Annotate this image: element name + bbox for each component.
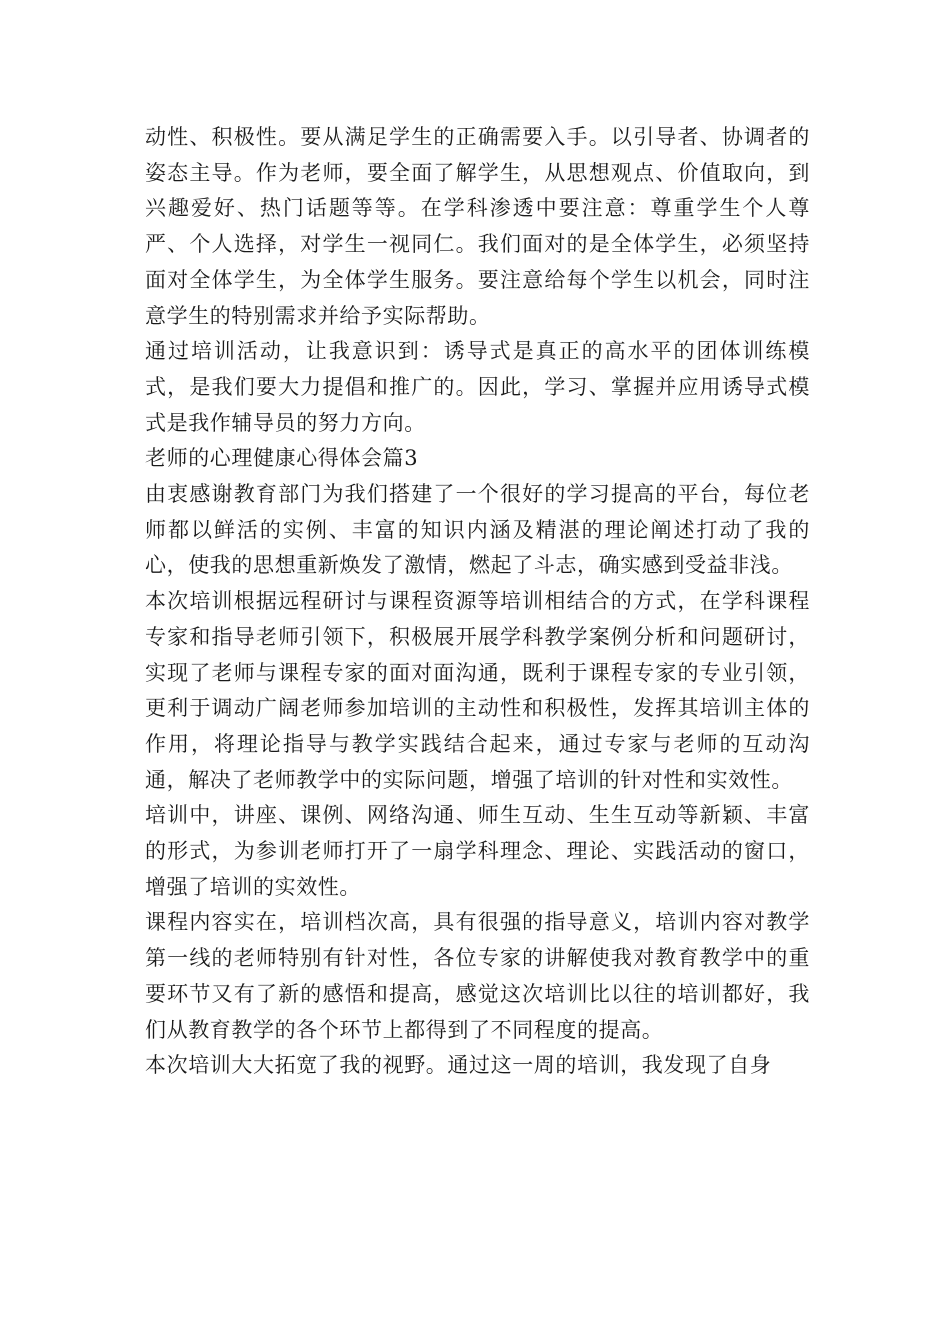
paragraph: 本次培训根据远程研讨与课程资源等培训相结合的方式，在学科课程专家和指导老师引领下，积极展开展学科教学案例分析和问题研讨，实现了老师与课程专家的面对面沟通，既利于课程专家的专业引领，更利于调动广阔老师参加培训的主动性和积极性，发挥其培训主体的作用，将理论指导与教学实践结合起来，通过专家与老师的互动沟通，解决了老师教学中的实际问题，增强了培训的针对性和实效性。 (145, 589, 810, 792)
paragraph: 本次培训大大拓宽了我的视野。通过这一周的培训，我发现了自身 (145, 1053, 772, 1078)
document-page (145, 120, 810, 1084)
paragraph: 培训中，讲座、课例、网络沟通、师生互动、生生互动等新颖、丰富的形式，为参训老师打开了一扇学科理念、理论、实践活动的窗口，增强了培训的实效性。 (145, 803, 810, 899)
paragraph: 动性、积极性。要从满足学生的正确需要入手。以引导者、协调者的姿态主导。作为老师，要全面了解学生，从思想观点、价值取向，到兴趣爱好、热门话题等等。在学科渗透中要注意：尊重学生个人尊严、个人选择，对学生一视同仁。我们面对的是全体学生，必须坚持面对全体学生，为全体学生服务。要注意给每个学生以机会，同时注意学生的特别需求并给予实际帮助。 (145, 125, 810, 328)
section-title: 老师的心理健康心得体会篇3 (145, 446, 419, 471)
paragraph: 课程内容实在，培训档次高，具有很强的指导意义，培训内容对教学第一线的老师特别有针对性，各位专家的讲解使我对教育教学中的重要环节又有了新的感悟和提高，感觉这次培训比以往的培训都好，我们从教育教学的各个环节上都得到了不同程度的提高。 (145, 910, 810, 1042)
paragraph: 由衷感谢教育部门为我们搭建了一个很好的学习提高的平台，每位老师都以鲜活的实例、丰富的知识内涵及精湛的理论阐述打动了我的心，使我的思想重新焕发了激情，燃起了斗志，确实感到受益非浅。 (145, 482, 810, 578)
paragraph: 通过培训活动，让我意识到：诱导式是真正的高水平的团体训练模式，是我们要大力提倡和推广的。因此，学习、掌握并应用诱导式模式是我作辅导员的努力方向。 (145, 339, 810, 435)
